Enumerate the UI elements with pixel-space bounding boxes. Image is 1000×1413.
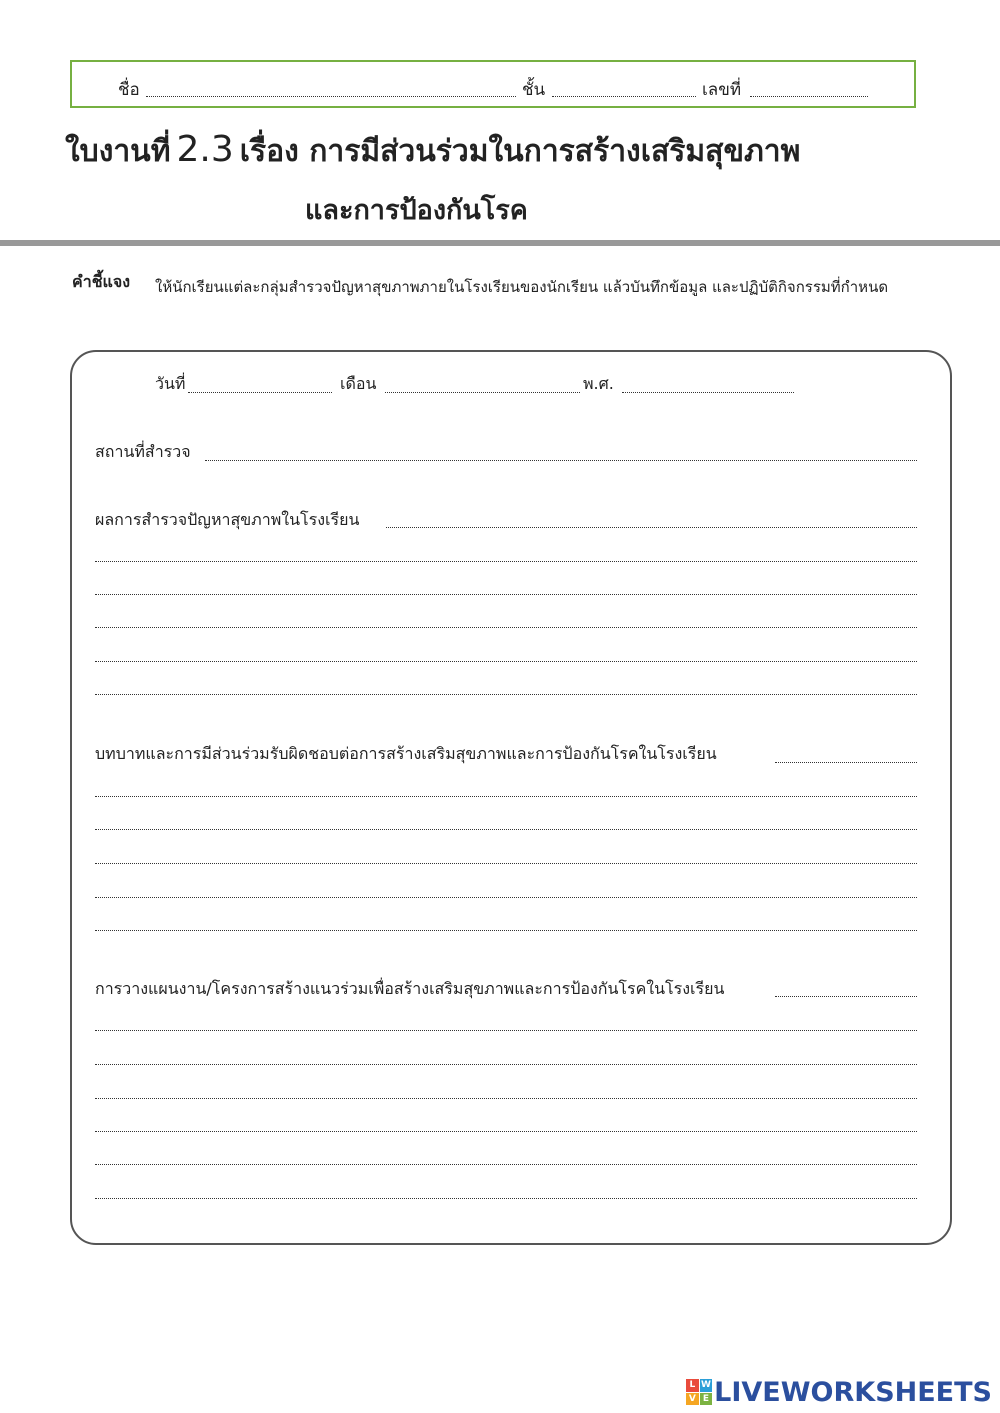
logo-square: E bbox=[700, 1393, 713, 1406]
header-divider bbox=[0, 240, 1000, 246]
year-label: พ.ศ. bbox=[583, 374, 614, 393]
student-info-box bbox=[70, 60, 916, 108]
title-line2: และการป้องกันโรค bbox=[305, 195, 528, 226]
survey-line[interactable] bbox=[95, 561, 917, 562]
survey-line[interactable] bbox=[95, 627, 917, 628]
survey-line[interactable] bbox=[386, 527, 917, 528]
role-line[interactable] bbox=[95, 863, 917, 864]
survey-line[interactable] bbox=[95, 594, 917, 595]
role-line[interactable] bbox=[95, 796, 917, 797]
worksheet-title bbox=[65, 128, 800, 175]
role-line[interactable] bbox=[95, 897, 917, 898]
survey-line[interactable] bbox=[95, 694, 917, 695]
plan-line[interactable] bbox=[95, 1064, 917, 1065]
logo-square: V bbox=[686, 1393, 699, 1406]
plan-line[interactable] bbox=[95, 1098, 917, 1099]
logo-square: W bbox=[700, 1380, 711, 1390]
title-prefix: ใบงานที่ bbox=[65, 134, 171, 169]
title-line1: เรื่อง การมีส่วนร่วมในการสร้างเสริมสุขภาพ bbox=[239, 134, 801, 169]
survey-line[interactable] bbox=[95, 661, 917, 662]
number-field[interactable] bbox=[750, 96, 868, 97]
class-label: ชั้น bbox=[522, 80, 546, 100]
month-field[interactable] bbox=[385, 392, 580, 393]
plan-line[interactable] bbox=[95, 1131, 917, 1132]
plan-line[interactable] bbox=[95, 1198, 917, 1199]
role-line[interactable] bbox=[95, 829, 917, 830]
liveworksheets-logo bbox=[686, 1375, 992, 1409]
role-label: บทบาทและการมีส่วนร่วมรับผิดชอบต่อการสร้างเสริมสุขภาพและการป้องกันโรคในโรงเรียน bbox=[95, 744, 717, 763]
brand-name: LIVEWORKSHEETS bbox=[714, 1376, 992, 1408]
number-label: เลขที่ bbox=[702, 80, 742, 100]
logo-mark-icon bbox=[686, 1379, 712, 1405]
plan-line[interactable] bbox=[775, 996, 917, 997]
role-line[interactable] bbox=[775, 762, 917, 763]
role-line[interactable] bbox=[95, 930, 917, 931]
plan-line[interactable] bbox=[95, 1030, 917, 1031]
plan-line[interactable] bbox=[95, 1164, 917, 1165]
place-field[interactable] bbox=[205, 460, 917, 461]
name-label: ชื่อ bbox=[118, 80, 140, 100]
class-field[interactable] bbox=[552, 96, 696, 97]
place-label: สถานที่สำรวจ bbox=[95, 442, 191, 461]
survey-label: ผลการสำรวจปัญหาสุขภาพในโรงเรียน bbox=[95, 510, 360, 529]
instructions-text: ให้นักเรียนแต่ละกลุ่มสำรวจปัญหาสุขภาพภายในโรงเรียนของนักเรียน แล้วบันทึกข้อมูล และปฏิบัติกิจกรรมที่กำหนด bbox=[155, 278, 889, 296]
name-field[interactable] bbox=[146, 96, 516, 97]
answer-frame bbox=[70, 350, 952, 1245]
plan-label: การวางแผนงาน/โครงการสร้างแนวร่วมเพื่อสร้างเสริมสุขภาพและการป้องกันโรคในโรงเรียน bbox=[95, 979, 725, 998]
year-field[interactable] bbox=[622, 392, 794, 393]
instructions-label: คำชี้แจง bbox=[72, 272, 131, 291]
title-number: 2.3 bbox=[176, 129, 234, 170]
day-field[interactable] bbox=[188, 392, 332, 393]
day-label: วันที่ bbox=[155, 374, 186, 393]
logo-square: L bbox=[686, 1379, 699, 1392]
month-label: เดือน bbox=[340, 374, 377, 393]
